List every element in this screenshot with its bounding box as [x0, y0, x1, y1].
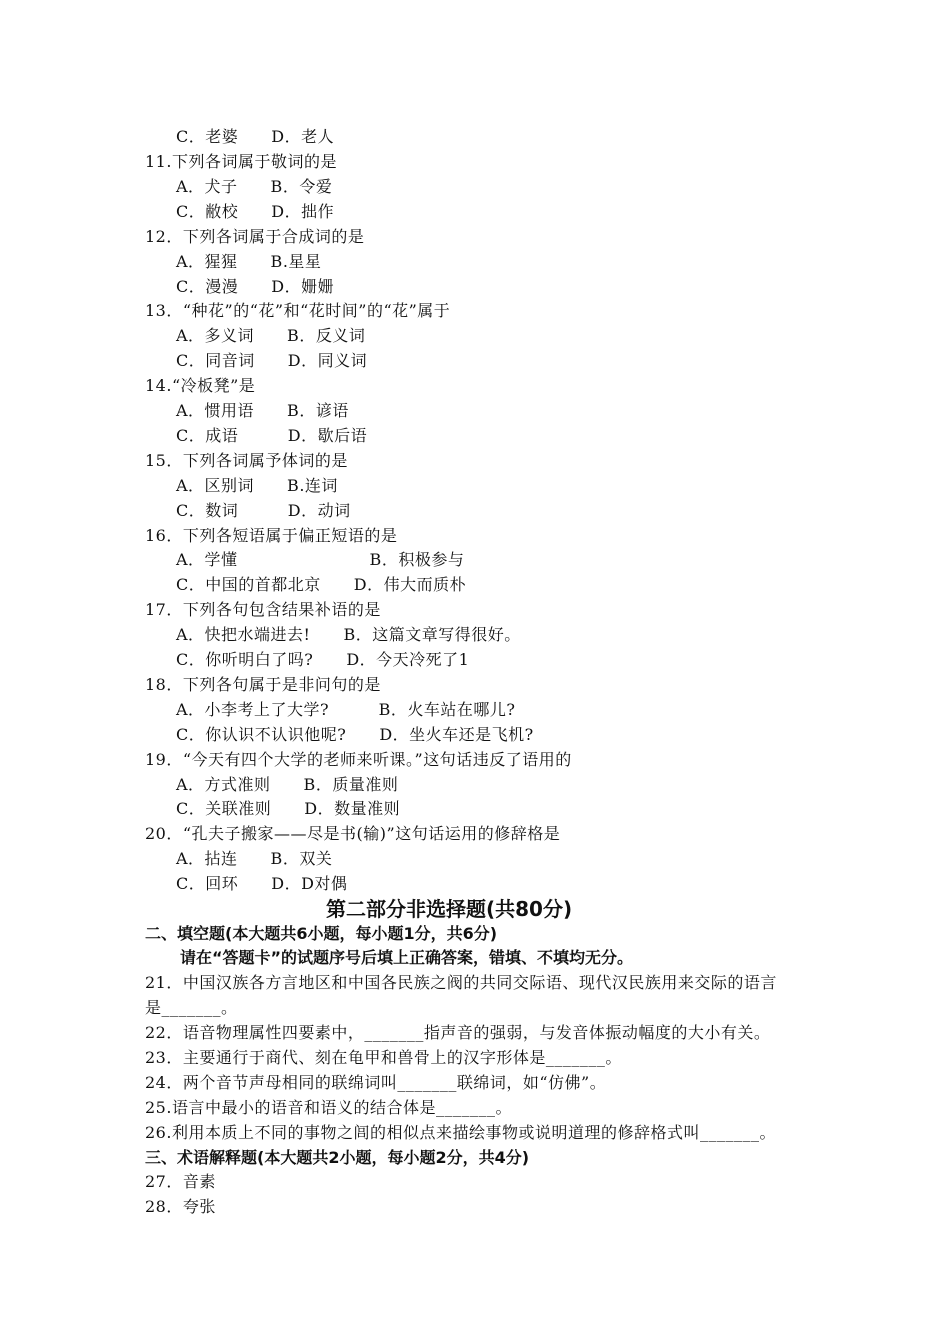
q18-stem: 18．下列各句属于是非问句的是 [145, 675, 381, 694]
q21-line1: 21．中国汉族各方言地区和中国各民族之阀的共同交际语、现代汉民族用来交际的语言 [145, 973, 777, 992]
q24: 24．两个音节声母相同的联绵词叫_______联绵词，如“仿佛”。 [145, 1073, 607, 1092]
section2-heading: 二、填空题(本大题共6小题，每小题1分，共6分) [145, 924, 498, 943]
q21-line2: 是_______。 [145, 998, 238, 1017]
q14-options-cd: C．成语 D．歇后语 [176, 426, 368, 445]
q17-options-cd: C．你听明白了吗? D．今天冷死了1 [176, 650, 470, 669]
q19-options-ab: A．方式准则 B．质量准则 [176, 775, 399, 794]
q12-options-ab: A．猩猩 B.星星 [176, 252, 322, 271]
q20-options-ab: A．拈连 B．双关 [176, 849, 333, 868]
q13-options-cd: C．同音词 D．同义词 [176, 351, 368, 370]
q12-stem: 12．下列各词属于合成词的是 [145, 227, 365, 246]
q25: 25.语言中最小的语音和语义的结合体是_______。 [145, 1098, 512, 1117]
q17-options-ab: A．快把水端进去! B．这篇文章写得很好。 [176, 625, 521, 644]
section2-instruction: 请在“答题卡”的试题序号后填上正确答案，错填、不填均无分。 [180, 948, 634, 967]
q16-options-ab: A．学懂 B．积极参与 [176, 550, 465, 569]
q16-stem: 16．下列各短语属于偏正短语的是 [145, 526, 398, 545]
q10-options-cd: C．老婆 D．老人 [176, 127, 335, 146]
q18-options-cd: C．你认识不认识他呢? D．坐火车还是飞机? [176, 725, 534, 744]
q19-options-cd: C．关联准则 D．数量准则 [176, 799, 401, 818]
q13-options-ab: A．多义词 B．反义词 [176, 326, 366, 345]
q16-options-cd: C．中国的首都北京 D．伟大而质朴 [176, 575, 467, 594]
section3-heading: 三、术语解释题(本大题共2小题，每小题2分，共4分) [145, 1148, 530, 1167]
q15-options-ab: A．区别词 B.连词 [176, 476, 338, 495]
q27: 27．音素 [145, 1172, 216, 1191]
q12-options-cd: C．漫漫 D．姗姗 [176, 277, 335, 296]
q23: 23．主要通行于商代、刻在龟甲和兽骨上的汉字形体是_______。 [145, 1048, 622, 1067]
q13-stem: 13．“种花”的“花”和“花时间”的“花”属于 [145, 301, 451, 320]
q28: 28．夸张 [145, 1197, 216, 1216]
q11-stem: 11.下列各词属于敬词的是 [145, 152, 337, 171]
q20-options-cd: C．回环 D．D对偶 [176, 874, 348, 893]
q17-stem: 17．下列各句包含结果补语的是 [145, 600, 381, 619]
q15-stem: 15．下列各词属予体词的是 [145, 451, 348, 470]
q18-options-ab: A．小李考上了大学? B．火车站在哪儿? [176, 700, 516, 719]
q14-options-ab: A．惯用语 B．谚语 [176, 401, 349, 420]
q20-stem: 20．“孔夫子搬家——尽是书(输)”这句话运用的修辞格是 [145, 824, 561, 843]
q14-stem: 14.“冷板凳”是 [145, 376, 256, 395]
q26: 26.利用本质上不同的事物之闾的相似点来描绘事物或说明道理的修辞格式叫_______。 [145, 1123, 776, 1142]
part2-title: 第二部分非选择题(共80分) [326, 897, 573, 921]
q15-options-cd: C．数词 D．动词 [176, 501, 351, 520]
q11-options-cd: C．敝校 D．拙作 [176, 202, 335, 221]
q19-stem: 19．“今天有四个大学的老师来听课。”这句话违反了语用的 [145, 750, 572, 769]
q11-options-ab: A．犬子 B．令爱 [176, 177, 333, 196]
q22: 22．语音物理属性四要素中，_______指声音的强弱，与发音体振动幅度的大小有关。 [145, 1023, 771, 1042]
